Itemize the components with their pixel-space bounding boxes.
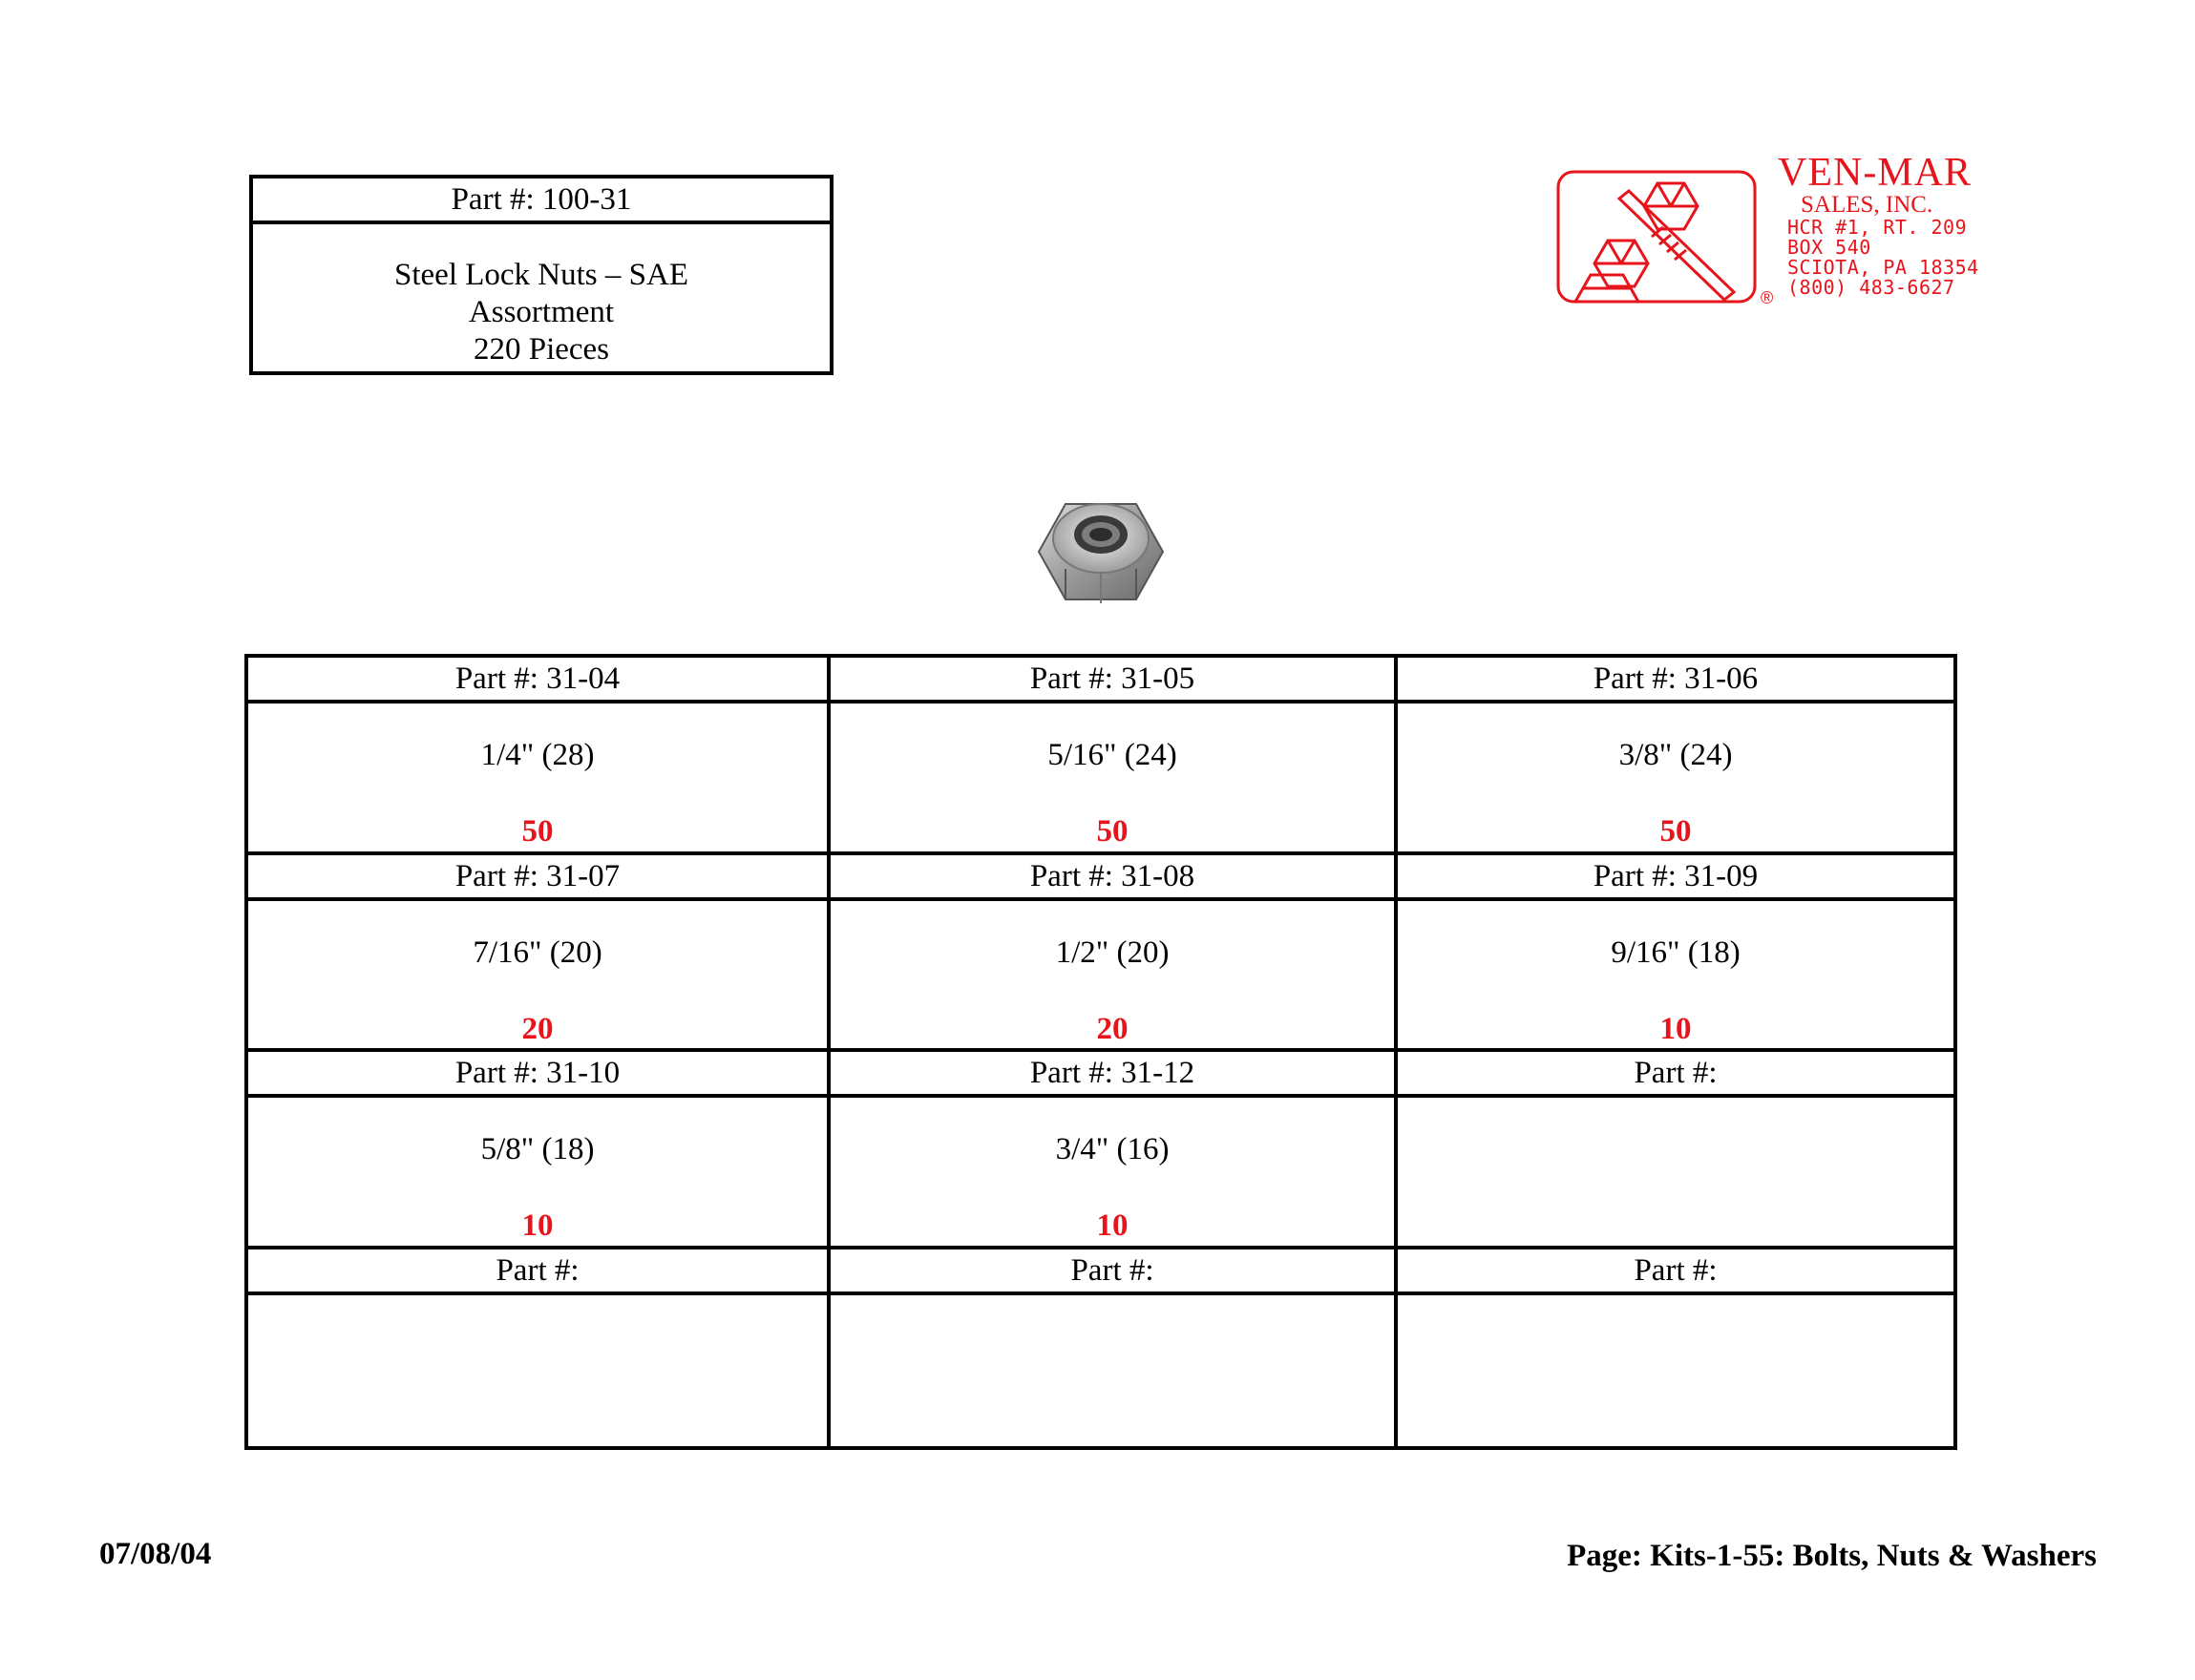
kit-part-number: Part #: 100-31 (253, 178, 830, 224)
bolt-nut-logo-icon (1556, 170, 1778, 305)
part-cell (1398, 658, 1953, 855)
part-number: Part #: 31-09 (1398, 855, 1953, 901)
part-cell (248, 658, 831, 855)
part-cell (1398, 1250, 1953, 1447)
logo-address-line: SCIOTA, PA 18354 (1787, 256, 1979, 279)
part-number: Part #: (1398, 1250, 1953, 1295)
logo-address-line: (800) 483-6627 (1787, 276, 1955, 299)
part-cell (1398, 855, 1953, 1053)
part-cell (831, 855, 1398, 1053)
kit-description (253, 224, 830, 368)
part-quantity: 50 (521, 814, 554, 849)
part-number: Part #: 31-10 (248, 1052, 827, 1098)
part-cell (831, 1052, 1398, 1250)
part-cell (831, 658, 1398, 855)
kit-description-line: Steel Lock Nuts – SAE (394, 258, 688, 292)
part-size: 7/16" (20) (473, 934, 602, 970)
part-quantity: 50 (1096, 814, 1129, 849)
part-size: 3/4" (16) (1055, 1132, 1170, 1166)
part-cell (248, 855, 831, 1053)
lock-nut-image (1029, 489, 1172, 615)
part-cell (1398, 1052, 1953, 1250)
part-cell (248, 1052, 831, 1250)
part-size: 1/4" (28) (480, 738, 595, 772)
logo-text (1778, 153, 1979, 298)
footer-page-label: Page: Kits-1-55: Bolts, Nuts & Washers (1567, 1539, 2097, 1573)
logo-subtitle: SALES, INC. (1801, 192, 1933, 218)
part-quantity: 10 (1659, 1011, 1692, 1046)
part-cell (831, 1250, 1398, 1447)
part-number: Part #: 31-12 (831, 1052, 1394, 1098)
kit-part-box (249, 175, 834, 375)
part-size: 9/16" (18) (1611, 934, 1741, 970)
part-number: Part #: 31-08 (831, 855, 1394, 901)
part-number: Part #: (248, 1250, 827, 1295)
parts-grid (244, 654, 1957, 1450)
part-size: 3/8" (24) (1618, 738, 1733, 772)
part-size: 5/16" (24) (1047, 738, 1177, 772)
ven-mar-logo (1556, 153, 2053, 305)
logo-title: VEN-MAR (1778, 151, 1972, 195)
part-quantity: 10 (521, 1208, 554, 1243)
part-quantity: 10 (1096, 1208, 1129, 1243)
logo-address-line: HCR #1, RT. 209 (1787, 216, 1968, 239)
registered-mark: ® (1761, 288, 1774, 305)
kit-description-line: Assortment (468, 295, 615, 329)
logo-address-line: BOX 540 (1787, 236, 1871, 259)
kit-description-line: 220 Pieces (473, 332, 610, 367)
part-number: Part #: 31-05 (831, 658, 1394, 704)
part-quantity: 50 (1659, 814, 1692, 849)
part-number: Part #: 31-07 (248, 855, 827, 901)
footer-date: 07/08/04 (99, 1537, 212, 1571)
part-number: Part #: 31-04 (248, 658, 827, 704)
part-quantity: 20 (1096, 1011, 1129, 1046)
part-number: Part #: (1398, 1052, 1953, 1098)
part-quantity: 20 (521, 1011, 554, 1046)
part-size: 5/8" (18) (480, 1132, 595, 1166)
part-number: Part #: 31-06 (1398, 658, 1953, 704)
part-size: 1/2" (20) (1055, 934, 1170, 970)
part-cell (248, 1250, 831, 1447)
part-number: Part #: (831, 1250, 1394, 1295)
